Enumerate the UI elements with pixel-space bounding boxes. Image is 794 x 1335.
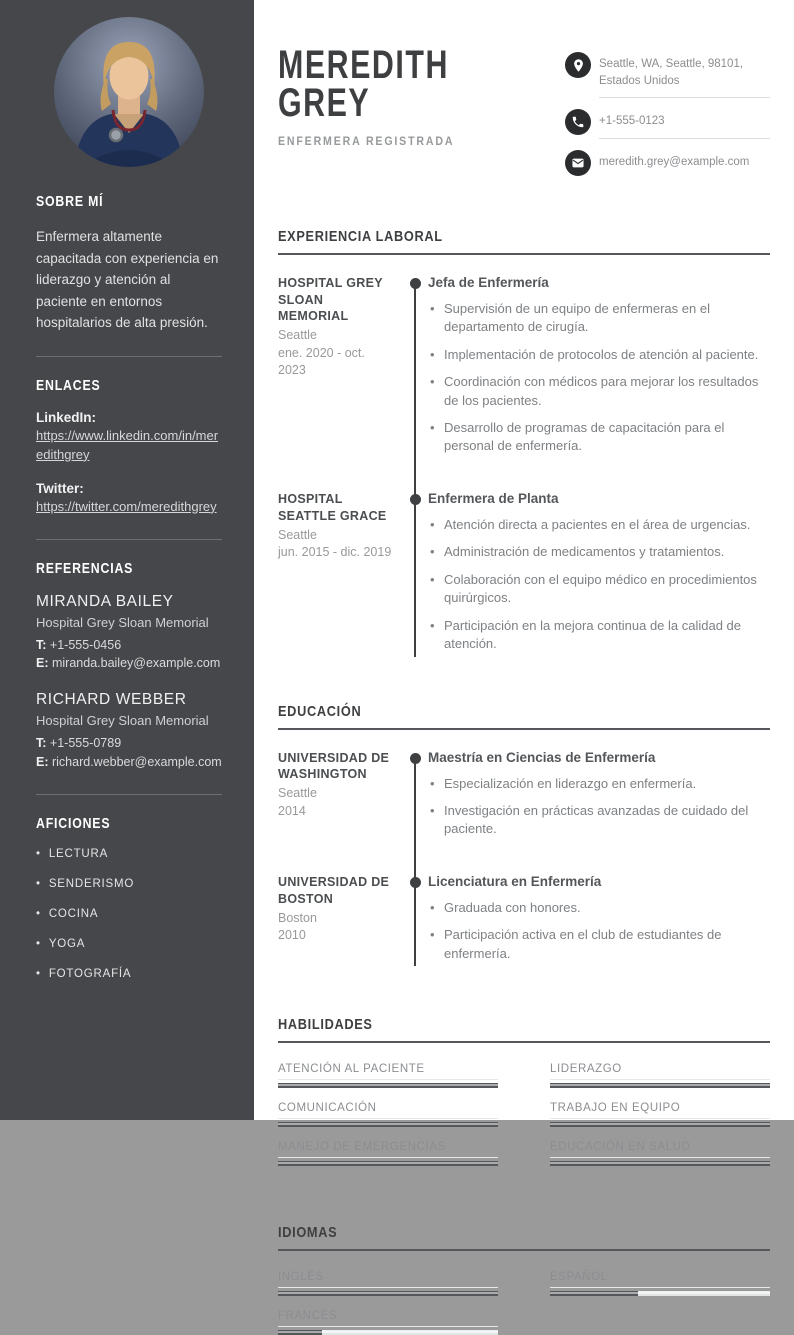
language-label: FRANCÉS xyxy=(278,1310,498,1327)
experience-timeline xyxy=(278,275,770,663)
entry-role: Enfermera de Planta xyxy=(428,490,559,506)
last-name: GREY xyxy=(278,81,371,125)
language-item xyxy=(550,1271,770,1296)
entry-bullets xyxy=(428,516,770,654)
skill-bar-fill xyxy=(550,1122,770,1127)
skill-label: ATENCIÓN AL PACIENTE xyxy=(278,1063,498,1080)
language-label: INGLÉS xyxy=(278,1271,498,1288)
email-prefix: E: xyxy=(36,656,49,671)
entry-location: Seattle xyxy=(278,328,317,343)
bullet-item: • Participación en la mejora continua de la calidad de atención. xyxy=(428,617,770,654)
language-label: ESPAÑOL xyxy=(550,1271,770,1288)
hobby-item: • SENDERISMO xyxy=(36,878,222,890)
language-bar xyxy=(550,1291,770,1296)
education-entry xyxy=(278,750,770,848)
language-bar-fill xyxy=(278,1330,322,1335)
phone-prefix: T: xyxy=(36,736,47,750)
skill-item xyxy=(278,1102,498,1127)
timeline-dot xyxy=(410,278,421,289)
bullet-item: • Especialización en liderazgo en enfermería. xyxy=(428,775,770,793)
contact-row-location xyxy=(565,48,770,105)
hobby-item: • COCINA xyxy=(36,908,222,920)
contact-block xyxy=(565,48,770,186)
twitter-link[interactable]: https://twitter.com/meredithgrey xyxy=(36,498,217,514)
main-content xyxy=(254,0,794,1323)
heading-rule xyxy=(278,1041,770,1043)
skill-bar xyxy=(550,1161,770,1166)
skill-bar xyxy=(550,1083,770,1088)
name-block xyxy=(278,43,503,186)
about-section xyxy=(36,193,222,334)
links-heading: ENLACES xyxy=(36,376,101,394)
hobbies-section xyxy=(36,815,222,980)
profile-photo-illustration xyxy=(54,17,204,167)
phone-value: +1-555-0456 xyxy=(49,637,122,652)
entry-location: Seattle xyxy=(278,786,317,801)
first-name: MEREDITH xyxy=(278,43,449,87)
language-item xyxy=(278,1271,498,1296)
hobby-item: • LECTURA xyxy=(36,848,222,860)
skills-section xyxy=(278,1016,770,1166)
entry-details xyxy=(402,874,770,972)
reference-name: MIRANDA BAILEY xyxy=(36,592,174,610)
entry-meta xyxy=(278,874,402,972)
contact-row-phone xyxy=(565,105,770,146)
hobby-list xyxy=(36,848,222,980)
language-bar xyxy=(278,1330,498,1335)
bullet-item: • Desarrollo de programas de capacitación para el personal de enfermería. xyxy=(428,419,770,456)
timeline-dot xyxy=(410,494,421,505)
entry-location: Boston xyxy=(278,910,317,925)
skill-bar-fill xyxy=(550,1083,770,1088)
skill-bar xyxy=(278,1083,498,1088)
education-heading: EDUCACIÓN xyxy=(278,702,362,720)
bullet-item: • Administración de medicamentos y tratamientos. xyxy=(428,543,770,561)
skills-heading: HABILIDADES xyxy=(278,1016,373,1034)
entry-meta xyxy=(278,750,402,848)
skill-label: LIDERAZGO xyxy=(550,1063,770,1080)
sidebar-divider xyxy=(36,794,222,795)
entry-org: HOSPITAL SEATTLE GRACE xyxy=(278,491,387,523)
skill-label: MANEJO DE EMERGENCIAS xyxy=(278,1141,498,1158)
phone-value: +1-555-0789 xyxy=(49,736,122,750)
bullet-item: • Participación activa en el club de estudiantes de enfermería. xyxy=(428,926,770,963)
contact-phone: +1-555-0123 xyxy=(599,109,770,139)
language-item xyxy=(278,1310,498,1335)
heading-rule xyxy=(278,253,770,255)
references-section xyxy=(36,560,222,772)
entry-location: Seattle xyxy=(278,527,317,542)
skill-bar-fill xyxy=(550,1161,770,1166)
languages-section xyxy=(278,1224,770,1335)
language-bar-fill xyxy=(278,1291,498,1296)
about-text: Enfermera altamente capacitada con experiencia en liderazgo y atención al paciente en entornos hospitalarios de alta presión. xyxy=(36,229,219,331)
education-entry xyxy=(278,874,770,972)
contact-location: Seattle, WA, Seattle, 98101, Estados Unidos xyxy=(599,52,770,98)
hobby-item: • FOTOGRAFÍA xyxy=(36,968,222,980)
link-item-twitter xyxy=(36,481,222,517)
hobbies-heading: AFICIONES xyxy=(36,814,111,832)
reference-email xyxy=(36,753,222,772)
email-value: richard.webber@example.com xyxy=(51,754,222,769)
skill-item xyxy=(550,1102,770,1127)
entry-dates: jun. 2015 - dic. 2019 xyxy=(278,545,392,560)
entry-details xyxy=(402,491,770,663)
header xyxy=(278,43,770,186)
hobby-item: • YOGA xyxy=(36,938,222,950)
entry-bullets xyxy=(428,300,770,456)
entry-bullets xyxy=(428,775,770,839)
skill-label: TRABAJO EN EQUIPO xyxy=(550,1102,770,1119)
bullet-item: • Implementación de protocolos de atención al paciente. xyxy=(428,346,770,364)
experience-entry xyxy=(278,275,770,465)
experience-entry xyxy=(278,491,770,663)
education-section xyxy=(278,703,770,973)
link-label: Twitter: xyxy=(36,480,84,496)
contact-row-email xyxy=(565,146,770,186)
skill-bar xyxy=(278,1161,498,1166)
reference-org: Hospital Grey Sloan Memorial xyxy=(36,713,209,728)
entry-org: HOSPITAL GREY SLOAN MEMORIAL xyxy=(278,275,383,324)
bullet-item: • Investigación en prácticas avanzadas de cuidado del paciente. xyxy=(428,802,770,839)
linkedin-link[interactable]: https://www.linkedin.com/in/meredithgrey xyxy=(36,427,219,462)
reference-org: Hospital Grey Sloan Memorial xyxy=(36,614,209,630)
links-section xyxy=(36,377,222,517)
experience-heading: EXPERIENCIA LABORAL xyxy=(278,227,443,245)
entry-role: Maestría en Ciencias de Enfermería xyxy=(428,749,656,765)
entry-role: Licenciatura en Enfermería xyxy=(428,873,602,889)
experience-section xyxy=(278,228,770,663)
entry-meta xyxy=(278,275,402,465)
skill-label: COMUNICACIÓN xyxy=(278,1102,498,1119)
bullet-item: • Colaboración con el equipo médico en procedimientos quirúrgicos. xyxy=(428,571,770,608)
skill-bar-fill xyxy=(278,1161,498,1166)
entry-meta xyxy=(278,491,402,663)
skill-label: EDUCACIÓN EN SALUD xyxy=(550,1141,770,1158)
bullet-item: • Atención directa a pacientes en el área de urgencias. xyxy=(428,516,770,534)
entry-details xyxy=(402,275,770,465)
heading-rule xyxy=(278,728,770,730)
skill-item xyxy=(278,1141,498,1166)
skill-bar-fill xyxy=(278,1122,498,1127)
references-heading: REFERENCIAS xyxy=(36,559,134,577)
email-prefix: E: xyxy=(36,754,49,769)
skill-item xyxy=(550,1141,770,1166)
languages-grid xyxy=(278,1271,770,1335)
entry-dates: 2014 xyxy=(278,803,306,818)
entry-role: Jefa de Enfermería xyxy=(428,274,549,290)
language-bar xyxy=(278,1291,498,1296)
email-icon xyxy=(565,150,591,176)
timeline-dot xyxy=(410,877,421,888)
reference-phone xyxy=(36,734,222,753)
timeline-dot xyxy=(410,753,421,764)
education-timeline xyxy=(278,750,770,973)
link-label: LinkedIn: xyxy=(36,409,96,425)
bullet-item: • Coordinación con médicos para mejorar los resultados de los pacientes. xyxy=(428,373,770,410)
entry-org: UNIVERSIDAD DE WASHINGTON xyxy=(278,750,390,782)
reference-email xyxy=(36,654,222,673)
bullet-item: • Graduada con honores. xyxy=(428,899,770,917)
skill-bar xyxy=(550,1122,770,1127)
entry-details xyxy=(402,750,770,848)
skill-item xyxy=(278,1063,498,1088)
person-title: ENFERMERA REGISTRADA xyxy=(278,136,455,148)
contact-email: meredith.grey@example.com xyxy=(599,156,750,169)
entry-dates: ene. 2020 - oct. 2023 xyxy=(278,345,365,378)
entry-dates: 2010 xyxy=(278,928,306,943)
phone-icon xyxy=(565,109,591,135)
reference-phone xyxy=(36,636,222,655)
sidebar-divider xyxy=(36,356,222,357)
profile-photo xyxy=(54,17,204,167)
sidebar-divider xyxy=(36,539,222,540)
email-value: miranda.bailey@example.com xyxy=(51,656,221,671)
reference-item xyxy=(36,593,222,674)
skill-bar-fill xyxy=(278,1083,498,1088)
languages-heading: IDIOMAS xyxy=(278,1224,338,1242)
reference-name: RICHARD WEBBER xyxy=(36,691,187,708)
about-heading: SOBRE MÍ xyxy=(36,193,104,210)
entry-bullets xyxy=(428,899,770,963)
link-item-linkedin xyxy=(36,410,222,465)
bullet-item: • Supervisión de un equipo de enfermeras en el departamento de cirugía. xyxy=(428,300,770,337)
entry-org: UNIVERSIDAD DE BOSTON xyxy=(278,874,390,906)
skill-item xyxy=(550,1063,770,1088)
sidebar xyxy=(0,0,254,1120)
skills-grid xyxy=(278,1063,770,1166)
skill-bar xyxy=(278,1122,498,1127)
location-pin-icon xyxy=(565,52,591,78)
heading-rule xyxy=(278,1249,770,1251)
phone-prefix: T: xyxy=(36,637,47,652)
language-bar-fill xyxy=(550,1291,638,1296)
reference-item xyxy=(36,691,222,772)
